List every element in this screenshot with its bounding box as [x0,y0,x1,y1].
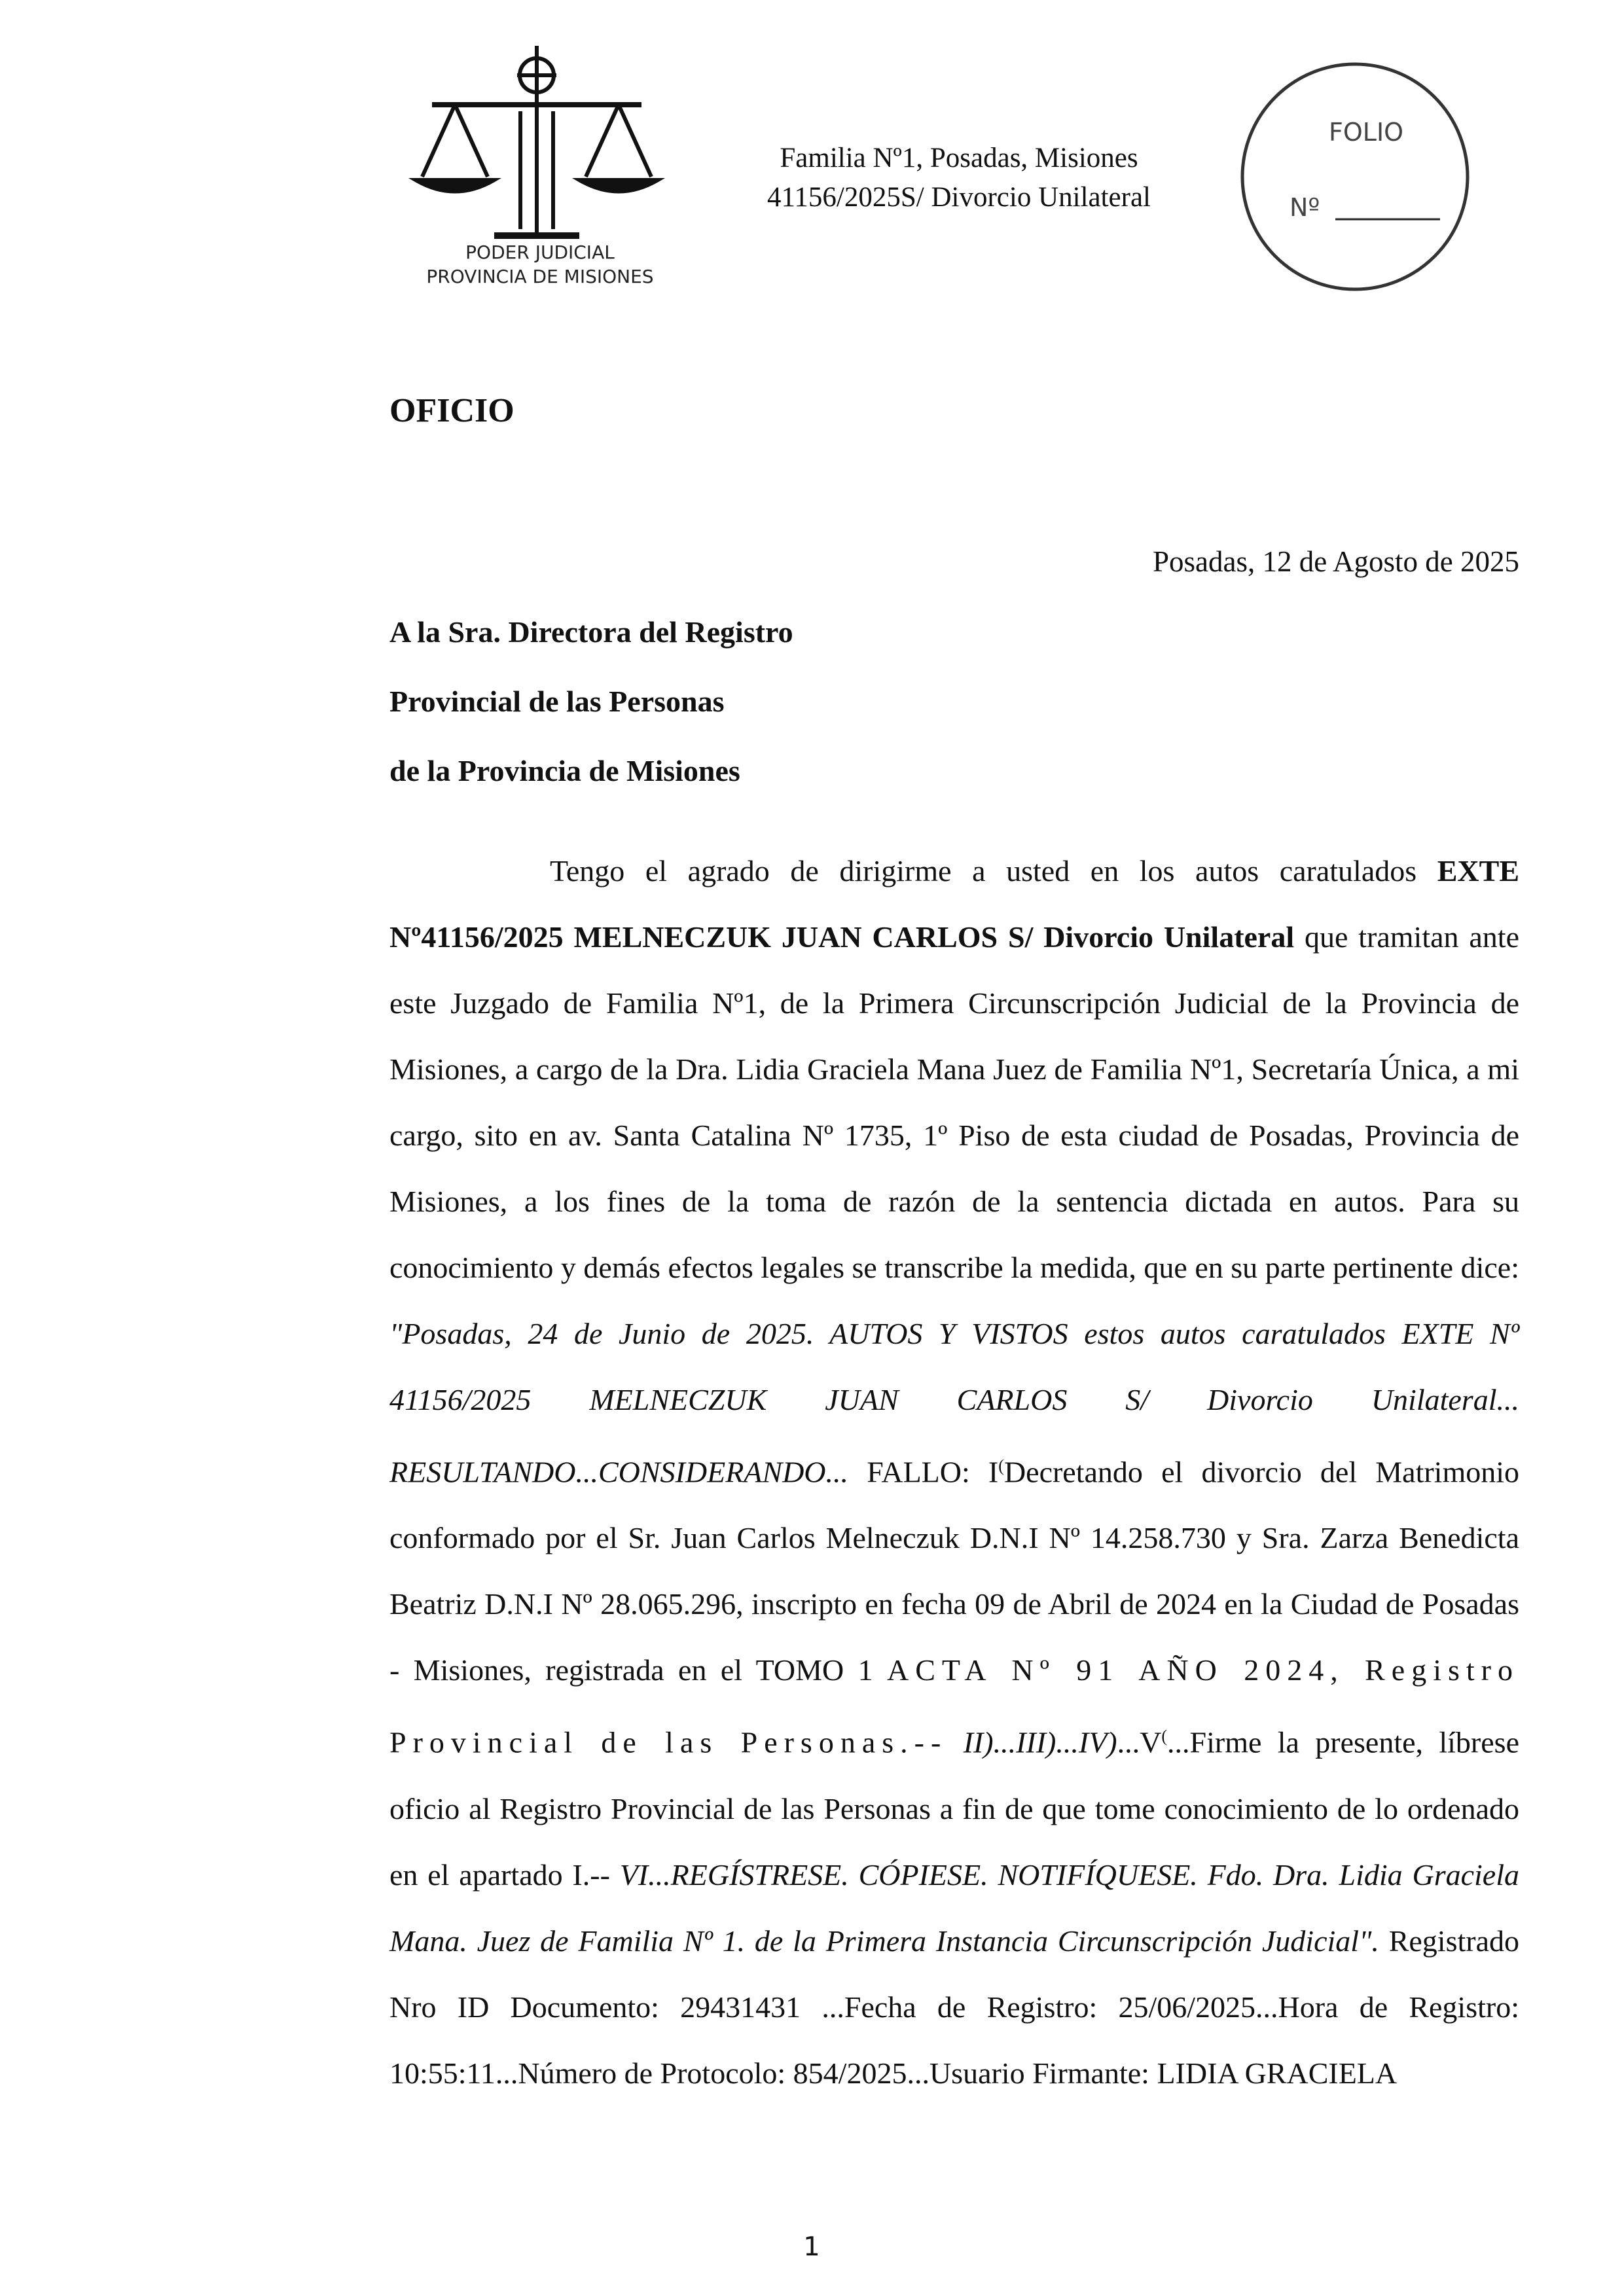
addressee [389,612,793,820]
addressee-line1: A la Sra. Directora del Registro [389,615,793,649]
addressee-line3: de la Provincia de Misiones [389,754,740,787]
ruling-fallo: FALLO: I [867,1455,999,1489]
folio-stamp [1237,62,1473,291]
ruling-mark-1: ( [998,1456,1004,1475]
ruling-v: ...V [1117,1725,1162,1759]
ruling-quote-start: "Posadas, 24 de Junio de 2025. AUTOS Y VISTOS estos autos caratulados EXTE Nº 41156/2025 MELNECZUK JUAN CARLOS S/ Divorcio Unilateral... RESULTANDO...CONSIDERANDO... [389,1317,1519,1489]
ruling-firme: ...Firme la presente, líbrese oficio al Registro Provincial de las Personas a fin de que tome conocimiento de lo ordenado en el apartado I.-- [389,1725,1519,1892]
case-reference: 41156/2025S/ Divorcio Unilateral [767,182,1151,213]
document-title: OFICIO [389,392,514,429]
body-intro: Tengo el agrado de dirigirme a usted en los autos caratulados [550,854,1417,888]
ruling-quote-end: VI...REGÍSTRESE. CÓPIESE. NOTIFÍQUESE. Fdo. Dra. Lidia Graciela Mana. Juez de Familia Nº 1. de la Primera Instancia Circunscripción Judicial". [389,1857,1519,1958]
court-name: Familia Nº1, Posadas, Misiones [780,143,1138,173]
folio-number-label: Nº [1290,193,1320,222]
ruling-decree: Decretando el divorcio del Matrimonio conformado por el Sr. Juan Carlos Melneczuk D.N.I Nº 14.258.730 y Sra. Zarza Benedicta Beatriz D.N.I Nº 28.065.296, inscripto en fecha 09 de Abril de 2024 en la Ciudad de Posadas - Misiones, registrada en el TOMO 1 [389,1455,1520,1687]
case-caption: EXTE Nº41156/2025 MELNECZUK JUAN CARLOS S/ Divorcio Unilateral [389,854,1520,954]
document-body [389,838,1519,2106]
addressee-line2: Provincial de las Personas [389,685,725,718]
ruling-sections: II)...III)...IV) [963,1725,1117,1759]
page-number: 1 [803,2232,820,2262]
body-court-details: que tramitan ante este Juzgado de Familia Nº1, de la Primera Circunscripción Judicial de la Provincia de Misiones, a cargo de la Dra. Lidia Graciela Mana Juez de Familia Nº1, Secretaría Única, a mi cargo, sito en av. Santa Catalina Nº 1735, 1º Piso de esta ciudad de Posadas, Provincia de Misiones, a los fines de la toma de razón de la sentencia dictada en autos. Para su conocimiento y demás efectos legales se transcribe la medida, que en su parte pertinente dice: [389,920,1520,1284]
document-date: Posadas, 12 de Agosto de 2025 [1153,545,1519,578]
scales-of-justice-icon [416,46,658,236]
ruling-acta: ACTA Nº 91 AÑO 2024, Registro Provincial de las Personas.-- [389,1653,1519,1759]
case-header [710,139,1208,217]
registration-details: Registrado Nro ID Documento: 29431431 ...Fecha de Registro: 25/06/2025...Hora de Registro: 10:55:11...Número de Protocolo: 854/2025...Usuario Firmante: LIDIA GRACIELA [389,1924,1519,2090]
folio-label: FOLIO [1329,118,1404,147]
ruling-mark-2: ( [1161,1727,1168,1746]
logo-line1: PODER JUDICIAL [465,242,615,263]
poder-judicial-logo [403,39,677,295]
logo-line2: PROVINCIA DE MISIONES [426,266,654,287]
